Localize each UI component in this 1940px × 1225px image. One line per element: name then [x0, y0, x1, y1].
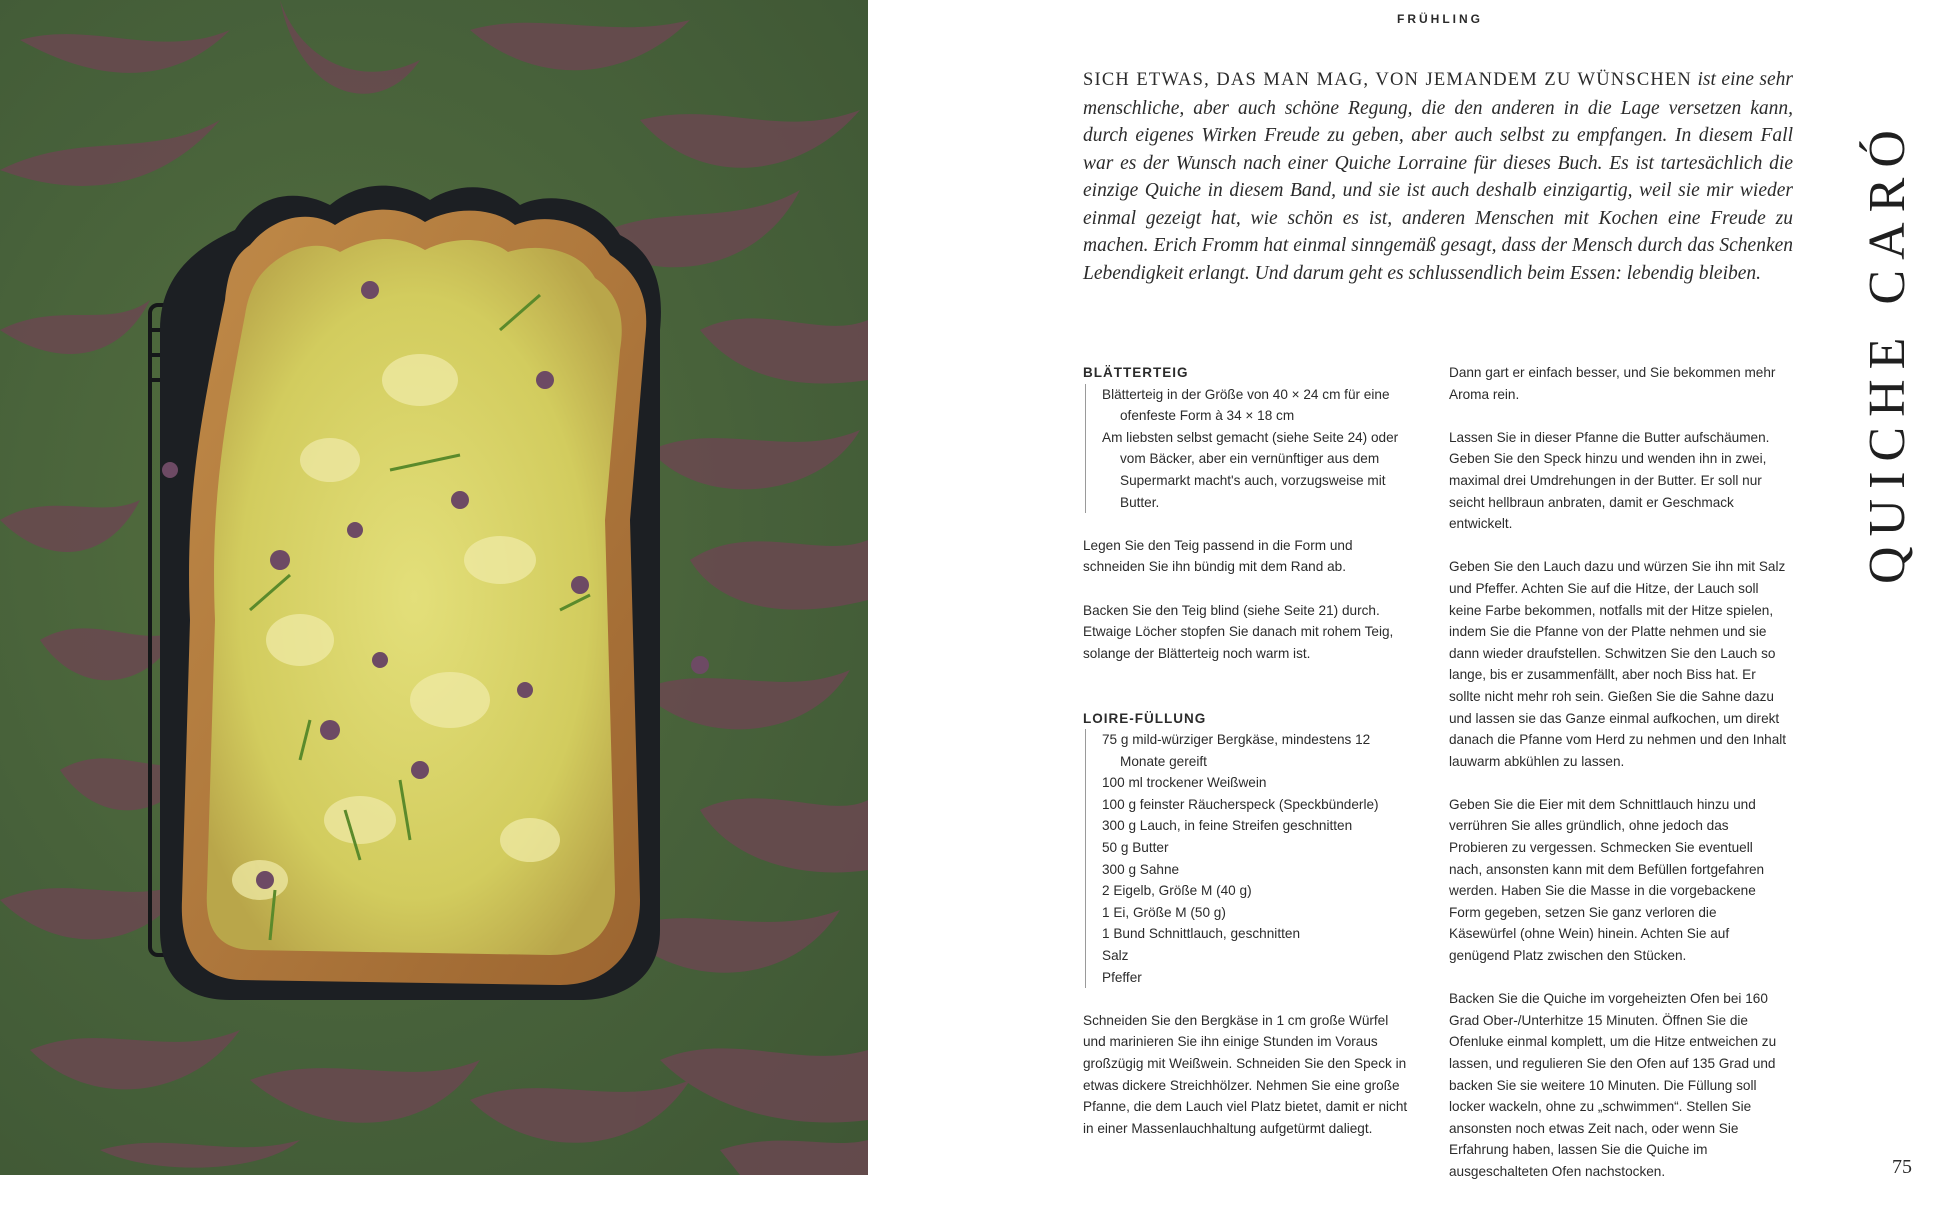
ingredient-item: Salz: [1102, 948, 1129, 964]
ingredient-item: 100 g feinster Räucherspeck (Speckbünderle): [1102, 796, 1379, 812]
recipe-title: QUICHE CARÓ: [1859, 120, 1916, 584]
running-head: FRÜHLING: [1397, 12, 1483, 26]
page-number: 75: [1892, 1156, 1912, 1178]
instruction-paragraph: Backen Sie die Quiche im vorgeheizten Ofen bei 160 Grad Ober-/Unterhitze 15 Minuten. Öffnen Sie die Ofenluke einmal komplett, um die Hitze entweichen zu lassen, und regulieren Sie den Ofen auf 135 Grad und backen Sie sie weitere 10 Minuten. Die Füllung soll locker wackeln, ohne zu „schwimmen“. Stellen Sie ansonsten noch etwas Zeit nach, oder wenn Sie Erfahrung haben, lassen Sie die Quiche im ausgeschalteten Ofen nachstocken.: [1449, 991, 1777, 1179]
intro-paragraph: [1083, 66, 1793, 287]
ingredient-item: 2 Eigelb, Größe M (40 g): [1102, 883, 1252, 899]
instruction-paragraph: Legen Sie den Teig passend in die Form und schneiden Sie ihn bündig mit dem Rand ab.: [1083, 537, 1353, 575]
quiche-photo: [0, 0, 868, 1175]
intro-body: ist eine sehr menschliche, aber auch schöne Regung, die den anderen in die Lage versetzen kann, durch eigenes Wirken Freude zu geben, aber auch selbst zu empfangen. In diesem Fall war es der Wunsch nach einer Quiche Lorraine für dieses Buch. Es ist tartesächlich die einzige Quiche in diesem Band, und sie ist auch deshalb einzigartig, weil sie mir wieder einmal gezeigt hat, wie schön es ist, anderen Menschen mit Kochen eine Freude zu machen. Erich Fromm hat einmal sinngemäß gesagt, dass der Mensch durch das Schenken Lebendigkeit erlangt. Und darum geht es schlussendlich beim Essen: lebendig bleiben.: [1083, 69, 1794, 284]
quiche-filling: [207, 239, 622, 955]
instruction-paragraph: Geben Sie die Eier mit dem Schnittlauch hinzu und verrühren Sie alles gründlich, ohne jedoch das Probieren zu vergessen. Schmecken Sie eventuell nach, ansonsten kann mit dem Befüllen fortgefahren werden. Haben Sie die Masse in die vorgebackene Form gegeben, setzen Sie ganz verloren die Käsewürfel (ohne Wein) hinein. Achten Sie auf genügend Platz zwischen den Stücken.: [1449, 796, 1765, 964]
instruction-paragraph: Schneiden Sie den Bergkäse in 1 cm große Würfel und marinieren Sie ihn einige Stunden im Voraus großzügig mit Weißwein. Schneiden Sie den Speck in etwas dickere Streichhölzer. Nehmen Sie eine große Pfanne, die dem Lauch viel Platz bietet, damit er nicht in einer Massenlauchhaltung aufgetürmt daliegt.: [1083, 1012, 1408, 1136]
ingredient-item: 1 Bund Schnittlauch, geschnitten: [1102, 926, 1300, 942]
intro-lead: SICH ETWAS, DAS MAN MAG, VON JEMANDEM ZU WÜNSCHEN: [1083, 70, 1692, 90]
instruction-paragraph: Geben Sie den Lauch dazu und würzen Sie ihn mit Salz und Pfeffer. Achten Sie auf die Hitze, der Lauch soll keine Farbe bekommen, notfalls mit der Hitze spielen, indem Sie die Pfanne von der Platte nehmen und sie dann wieder draufstellen. Schwitzen Sie den Lauch so lange, bis er zusammenfällt, aber noch Biss hat. Er sollte nicht mehr roh sein. Gießen Sie die Sahne dazu und lassen sie das Ganze einmal aufkochen, um direkt danach die Pfanne vom Herd zu nehmen und den Inhalt lauwarm abkühlen zu lassen.: [1449, 559, 1787, 769]
ingredient-item: 300 g Sahne: [1102, 861, 1180, 877]
ingredient-list-fuellung: [1085, 729, 1413, 988]
ingredient-item: 100 ml trockener Weißwein: [1102, 775, 1267, 791]
ingredient-item: 300 g Lauch, in feine Streifen geschnitten: [1102, 818, 1353, 834]
section-heading-blaetterteig: BLÄTTERTEIG: [1083, 365, 1189, 380]
instruction-paragraph: Dann gart er einfach besser, und Sie bekommen mehr Aroma rein.: [1449, 365, 1776, 402]
instruction-paragraph: Lassen Sie in dieser Pfanne die Butter aufschäumen. Geben Sie den Speck hinzu und wenden ihn in zwei, maximal drei Umdrehungen in der Butter. Er soll nur seicht hellbraun anbraten, damit er Geschmack entwickelt.: [1449, 429, 1770, 532]
instruction-paragraph: Backen Sie den Teig blind (siehe Seite 21) durch. Etwaige Löcher stopfen Sie danach mit rohem Teig, solange der Blätterteig noch warm ist.: [1083, 602, 1394, 661]
ingredient-item: Blätterteig in der Größe von 40 × 24 cm für eine ofenfeste Form à 34 × 18 cm: [1102, 386, 1390, 424]
section-heading-fuellung: LOIRE-FÜLLUNG: [1083, 710, 1207, 726]
recipe-column-left: [1083, 362, 1413, 1139]
page-margin: [0, 1175, 868, 1225]
ingredient-item: 1 Ei, Größe M (50 g): [1102, 904, 1226, 920]
ingredient-list-blaetterteig: [1085, 384, 1413, 514]
ingredient-item: Pfeffer: [1102, 969, 1142, 985]
ingredient-item: 75 g mild-würziger Bergkäse, mindestens 12 Monate gereift: [1102, 732, 1371, 769]
recipe-column-right: [1449, 362, 1787, 1183]
ingredient-item: Am liebsten selbst gemacht (siehe Seite 24) oder vom Bäcker, aber ein vernünftiger aus dem Supermarkt macht's auch, vorzugsweise mit Butter.: [1102, 429, 1399, 510]
ingredient-item: 50 g Butter: [1102, 840, 1169, 856]
photo-illustration: [0, 0, 868, 1175]
